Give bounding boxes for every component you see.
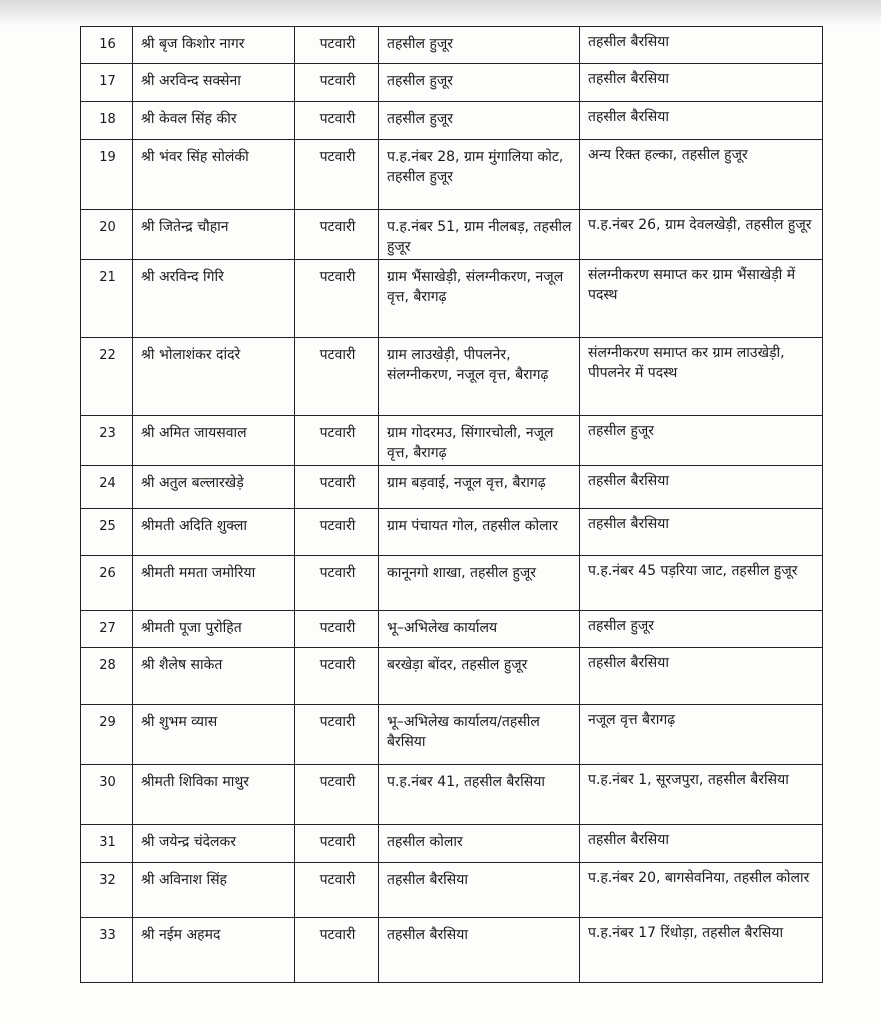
new-posting-cell: तहसील बैरसिया: [580, 466, 823, 509]
table-body: [81, 27, 823, 983]
table-row: [81, 64, 823, 102]
current-posting-cell: कानूनगो शाखा, तहसील हुजूर: [379, 556, 580, 611]
employee-name-cell: श्रीमती पूजा पुरोहित: [133, 611, 295, 648]
table-row: [81, 825, 823, 863]
serial-number-cell: 18: [81, 102, 133, 140]
new-posting-cell: नजूल वृत्त बैरागढ़: [580, 705, 823, 765]
post-cell: पटवारी: [295, 825, 379, 863]
current-posting-cell: भू–अभिलेख कार्यालय/तहसील बैरसिया: [379, 705, 580, 765]
serial-number-cell: 31: [81, 825, 133, 863]
new-posting-cell: प.ह.नंबर 1, सूरजपुरा, तहसील बैरसिया: [580, 765, 823, 825]
serial-number-cell: 22: [81, 338, 133, 416]
current-posting-cell: तहसील बैरसिया: [379, 863, 580, 918]
current-posting-cell: ग्राम गोदरमउ, सिंगारचोली, नजूल वृत्त, बैरागढ़: [379, 416, 580, 466]
employee-name-cell: श्री बृज किशोर नागर: [133, 27, 295, 64]
new-posting-cell: तहसील हुजूर: [580, 611, 823, 648]
current-posting-cell: ग्राम पंचायत गोल, तहसील कोलार: [379, 509, 580, 556]
table-row: [81, 918, 823, 983]
table-row: [81, 210, 823, 260]
current-posting-cell: ग्राम लाउखेड़ी, पीपलनेर, संलग्नीकरण, नजूल वृत्त, बैरागढ़: [379, 338, 580, 416]
table-row: [81, 260, 823, 338]
serial-number-cell: 25: [81, 509, 133, 556]
new-posting-cell: संलग्नीकरण समाप्त कर ग्राम भैंसाखेड़ी में पदस्थ: [580, 260, 823, 338]
current-posting-cell: बरखेड़ा बोंदर, तहसील हुजूर: [379, 648, 580, 705]
employee-name-cell: श्रीमती ममता जमोरिया: [133, 556, 295, 611]
serial-number-cell: 30: [81, 765, 133, 825]
serial-number-cell: 23: [81, 416, 133, 466]
new-posting-cell: प.ह.नंबर 26, ग्राम देवलखेड़ी, तहसील हुजूर: [580, 210, 823, 260]
new-posting-cell: अन्य रिक्त हल्का, तहसील हुजूर: [580, 140, 823, 210]
serial-number-cell: 33: [81, 918, 133, 983]
current-posting-cell: ग्राम भैंसाखेड़ी, संलग्नीकरण, नजूल वृत्त, बैरागढ़: [379, 260, 580, 338]
table-row: [81, 863, 823, 918]
table-row: [81, 27, 823, 64]
post-cell: पटवारी: [295, 466, 379, 509]
table-row: [81, 102, 823, 140]
new-posting-cell: तहसील बैरसिया: [580, 27, 823, 64]
table-row: [81, 338, 823, 416]
serial-number-cell: 20: [81, 210, 133, 260]
employee-name-cell: श्री केवल सिंह कीर: [133, 102, 295, 140]
employee-name-cell: श्री अमित जायसवाल: [133, 416, 295, 466]
serial-number-cell: 17: [81, 64, 133, 102]
table-row: [81, 140, 823, 210]
serial-number-cell: 28: [81, 648, 133, 705]
current-posting-cell: प.ह.नंबर 41, तहसील बैरसिया: [379, 765, 580, 825]
table-row: [81, 416, 823, 466]
table-row: [81, 466, 823, 509]
serial-number-cell: 29: [81, 705, 133, 765]
serial-number-cell: 21: [81, 260, 133, 338]
employee-name-cell: श्री अरविन्द सक्सेना: [133, 64, 295, 102]
employee-name-cell: श्रीमती शिविका माथुर: [133, 765, 295, 825]
new-posting-cell: तहसील बैरसिया: [580, 825, 823, 863]
employee-name-cell: श्री नईम अहमद: [133, 918, 295, 983]
employee-name-cell: श्री अतुल बल्लारखेड़े: [133, 466, 295, 509]
post-cell: पटवारी: [295, 509, 379, 556]
post-cell: पटवारी: [295, 27, 379, 64]
employee-name-cell: श्री अविनाश सिंह: [133, 863, 295, 918]
current-posting-cell: तहसील हुजूर: [379, 27, 580, 64]
new-posting-cell: संलग्नीकरण समाप्त कर ग्राम लाउखेड़ी, पीपलनेर में पदस्थ: [580, 338, 823, 416]
serial-number-cell: 19: [81, 140, 133, 210]
post-cell: पटवारी: [295, 416, 379, 466]
post-cell: पटवारी: [295, 863, 379, 918]
current-posting-cell: तहसील बैरसिया: [379, 918, 580, 983]
new-posting-cell: प.ह.नंबर 45 पड़रिया जाट, तहसील हुजूर: [580, 556, 823, 611]
table-row: [81, 611, 823, 648]
serial-number-cell: 26: [81, 556, 133, 611]
serial-number-cell: 16: [81, 27, 133, 64]
table-row: [81, 509, 823, 556]
current-posting-cell: तहसील हुजूर: [379, 64, 580, 102]
table-row: [81, 648, 823, 705]
post-cell: पटवारी: [295, 765, 379, 825]
post-cell: पटवारी: [295, 140, 379, 210]
post-cell: पटवारी: [295, 648, 379, 705]
transfer-table: [80, 26, 823, 983]
new-posting-cell: तहसील बैरसिया: [580, 509, 823, 556]
post-cell: पटवारी: [295, 705, 379, 765]
new-posting-cell: तहसील बैरसिया: [580, 648, 823, 705]
current-posting-cell: प.ह.नंबर 51, ग्राम नीलबड़, तहसील हुजूर: [379, 210, 580, 260]
employee-name-cell: श्रीमती अदिति शुक्ला: [133, 509, 295, 556]
current-posting-cell: प.ह.नंबर 28, ग्राम मुंगालिया कोट, तहसील हुजूर: [379, 140, 580, 210]
employee-name-cell: श्री जयेन्द्र चंदेलकर: [133, 825, 295, 863]
table-row: [81, 705, 823, 765]
post-cell: पटवारी: [295, 260, 379, 338]
serial-number-cell: 32: [81, 863, 133, 918]
new-posting-cell: प.ह.नंबर 17 रिंधोड़ा, तहसील बैरसिया: [580, 918, 823, 983]
page-top-shadow: [0, 0, 881, 26]
employee-name-cell: श्री भोलाशंकर दांदरे: [133, 338, 295, 416]
employee-name-cell: श्री अरविन्द गिरि: [133, 260, 295, 338]
post-cell: पटवारी: [295, 102, 379, 140]
post-cell: पटवारी: [295, 611, 379, 648]
employee-name-cell: श्री जितेन्द्र चौहान: [133, 210, 295, 260]
employee-name-cell: श्री शुभम व्यास: [133, 705, 295, 765]
new-posting-cell: प.ह.नंबर 20, बागसेवनिया, तहसील कोलार: [580, 863, 823, 918]
current-posting-cell: भू–अभिलेख कार्यालय: [379, 611, 580, 648]
employee-name-cell: श्री शैलेष साकेत: [133, 648, 295, 705]
post-cell: पटवारी: [295, 918, 379, 983]
post-cell: पटवारी: [295, 338, 379, 416]
current-posting-cell: तहसील हुजूर: [379, 102, 580, 140]
post-cell: पटवारी: [295, 64, 379, 102]
current-posting-cell: ग्राम बड़वाई, नजूल वृत्त, बैरागढ़: [379, 466, 580, 509]
table-row: [81, 765, 823, 825]
serial-number-cell: 24: [81, 466, 133, 509]
employee-name-cell: श्री भंवर सिंह सोलंकी: [133, 140, 295, 210]
post-cell: पटवारी: [295, 210, 379, 260]
post-cell: पटवारी: [295, 556, 379, 611]
new-posting-cell: तहसील बैरसिया: [580, 102, 823, 140]
table-row: [81, 556, 823, 611]
new-posting-cell: तहसील हुजूर: [580, 416, 823, 466]
serial-number-cell: 27: [81, 611, 133, 648]
new-posting-cell: तहसील बैरसिया: [580, 64, 823, 102]
current-posting-cell: तहसील कोलार: [379, 825, 580, 863]
